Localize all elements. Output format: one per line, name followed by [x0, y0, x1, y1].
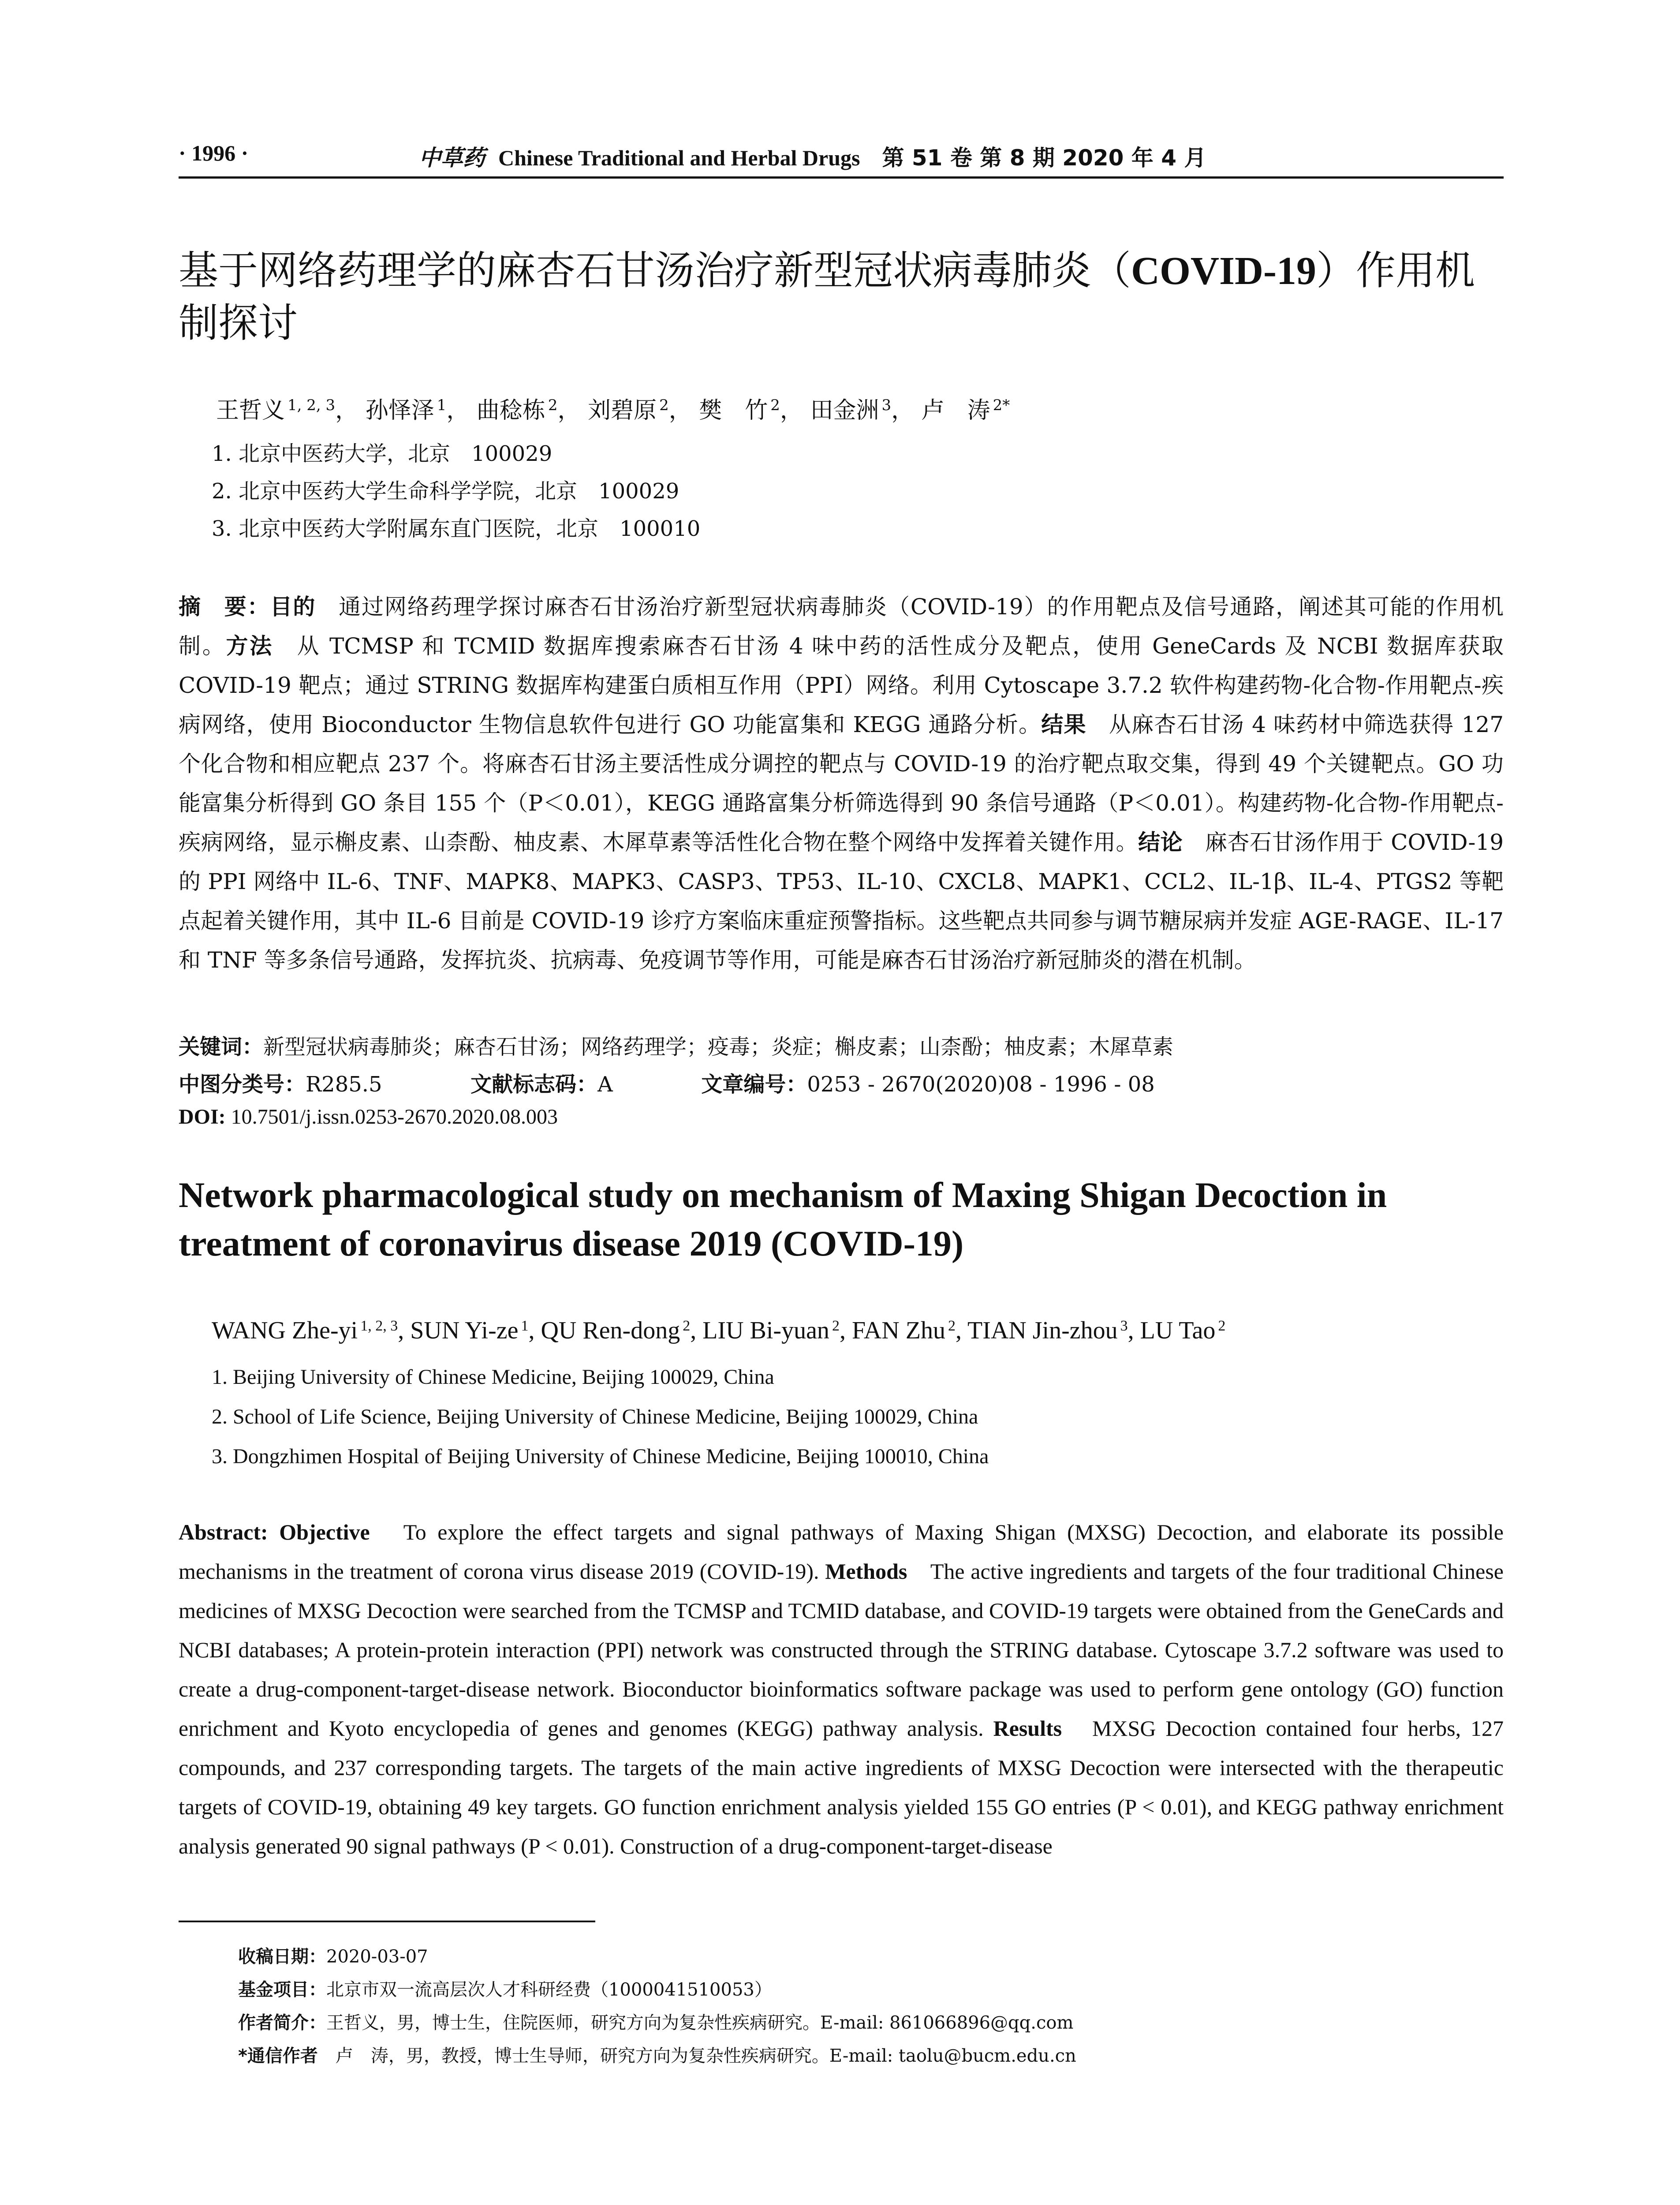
chinese-affiliation: 2. 北京中医药大学生命科学学院，北京 100029 — [212, 479, 679, 504]
footnote-author-bio: 作者简介：王哲义，男，博士生，住院医师，研究方向为复杂性疾病研究。E-mail: 861066896@qq.com — [238, 2013, 1074, 2033]
english-author-list: WANG Zhe-yi $^{1, 2, 3}$, SUN Yi-ze $^1$, QU Ren-dong $^2$, LIU Bi-yuan $^2$, FAN Zhu $^2$, TIAN Jin-zhou $^3$, LU Tao $^2$ — [212, 1317, 1226, 1344]
methods-text: 从 TCMSP 和 TCMID 数据库搜索麻杏石甘汤 4 味中药的活性成分及靶点，使用 GeneCards 及 NCBI 数据库获取 COVID-19 靶点；通过 STRING 数据库构建蛋白质相互作用（PPI）网络。利用 Cytoscape 3.7.2 软件构建药物-化合物-作用靶点-疾病网络，使用 Bioconductor 生物信息软件包进行 GO 功能富集和 KEGG 通路分析。 — [179, 633, 1504, 737]
methods-label: 方法 — [226, 633, 273, 659]
author: 孙怿泽 $^1$ — [365, 396, 447, 424]
objective-text: 通过网络药理学探讨麻杏石甘汤治疗新型冠状病毒肺炎（COVID-19）的作用靶点及信号通路，阐述其可能的作用机制。 — [179, 594, 1504, 659]
author: 曲稔栋 $^2$ — [476, 396, 558, 424]
doi-line: DOI: 10.7501/j.issn.0253-2670.2020.08.003 — [179, 1105, 558, 1129]
results-label: 结果 — [1041, 712, 1086, 737]
classification-line: 中图分类号：R285.5 文献标志码：A 文章编号：0253 - 2670(2020)08 - 1996 - 08 — [179, 1072, 1155, 1097]
results-label: Results — [993, 1716, 1062, 1741]
abstract-label: 摘 要： — [179, 594, 270, 620]
results-text: 从麻杏石甘汤 4 味药材中筛选获得 127 个化合物和相应靶点 237 个。将麻杏石甘汤主要活性成分调控的靶点与 COVID-19 的治疗靶点取交集，得到 49 个关键靶点。GO 功能富集分析得到 GO 条目 155 个（P＜0.01），KEGG 通路富集分析筛选得到 90 条信号通路（P＜0.01）。构建药物-化合物-作用靶点-疾病网络，显示槲皮素、山柰酚、柚皮素、木犀草素等活性化合物在整个网络中发挥着关键作用。 — [179, 712, 1504, 855]
conclusion-label: 结论 — [1138, 830, 1183, 855]
objective-label: 目的 — [270, 594, 316, 620]
page-number: · 1996 · — [179, 141, 249, 165]
author: FAN Zhu $^2$ — [851, 1317, 956, 1344]
objective-label: Objective — [279, 1520, 370, 1544]
author: 田金洲 $^3$ — [810, 396, 892, 424]
author: 刘碧原 $^2$ — [588, 396, 669, 424]
conclusion-text: 麻杏石甘汤作用于 COVID-19 的 PPI 网络中 IL-6、TNF、MAPK8、MAPK3、CASP3、TP53、IL-10、CXCL8、MAPK1、CCL2、IL-1β、IL-4、PTGS2 等靶点起着关键作用，其中 IL-6 目前是 COVID-19 诊疗方案临床重症预警指标。这些靶点共同参与调节糖尿病并发症 AGE-RAGE、IL-17 和 TNF 等多条信号通路，发挥抗炎、抗病毒、免疫调节等作用，可能是麻杏石甘汤治疗新冠肺炎的潜在机制。 — [179, 830, 1504, 973]
journal-masthead — [419, 140, 1206, 172]
author: LIU Bi-yuan $^2$ — [702, 1317, 840, 1344]
article-number: 0253 - 2670(2020)08 - 1996 - 08 — [807, 1072, 1155, 1097]
methods-text: The active ingredients and targets of the four traditional Chinese medicines of MXSG Decoction were searched from the TCMSP and TCMID database, and COVID-19 targets were obtained from the GeneCards and NCBI databases; A protein-protein interaction (PPI) network was constructed through the STRING database. Cytoscape 3.7.2 software was used to create a drug-component-target-disease network. Bioconductor bioinformatics software package was used to perform gene ontology (GO) function enrichment and Kyoto encyclopedia of genes and genomes (KEGG) pathway analysis. — [179, 1559, 1504, 1741]
chinese-title-part1: 基于网络药理学的麻杏石甘汤治疗新型冠状病毒肺炎（ — [179, 247, 1131, 294]
document-code: A — [597, 1072, 613, 1097]
english-affiliation: 1. Beijing University of Chinese Medicine, Beijing 100029, China — [212, 1365, 774, 1389]
chinese-title-part3: ）作用机制探讨 — [179, 247, 1475, 346]
keywords: 新型冠状病毒肺炎；麻杏石甘汤；网络药理学；疫毒；炎症；槲皮素；山柰酚；柚皮素；木犀草素 — [263, 1035, 1174, 1059]
journal-name-en: Chinese Traditional and Herbal Drugs — [498, 146, 860, 170]
english-abstract — [179, 1513, 1504, 1866]
objective-text: To explore the effect targets and signal pathways of Maxing Shigan (MXSG) Decoction, and elaborate its possible mechanisms in the treatment of corona virus disease 2019 (COVID-19). — [179, 1520, 1504, 1584]
english-affiliation: 2. School of Life Science, Beijing University of Chinese Medicine, Beijing 100029, China — [212, 1405, 978, 1428]
keywords-line: 关键词：新型冠状病毒肺炎；麻杏石甘汤；网络药理学；疫毒；炎症；槲皮素；山柰酚；柚皮素；木犀草素 — [179, 1035, 1174, 1059]
chinese-affiliation: 1. 北京中医药大学，北京 100029 — [212, 441, 553, 466]
footnote-received: 收稿日期：2020-03-07 — [238, 1947, 428, 1967]
doi[interactable]: 10.7501/j.issn.0253-2670.2020.08.003 — [225, 1105, 558, 1129]
chinese-title-part2: COVID-19 — [1131, 249, 1316, 293]
author: QU Ren-dong $^2$ — [541, 1317, 691, 1344]
footnote-corresponding-author: *通信作者 卢 涛，男，教授，博士生导师，研究方向为复杂性疾病研究。E-mail: taolu@bucm.edu.cn — [238, 2046, 1076, 2066]
results-text: MXSG Decoction contained four herbs, 127 compounds, and 237 corresponding targets. The targets of the main active ingredients of MXSG Decoction were intersected with the therapeutic targets of COVID-19, obtaining 49 key targets. GO function enrichment analysis yielded 155 GO entries (P < 0.01), and KEGG pathway enrichment analysis generated 90 signal pathways (P < 0.01). Construction of a drug-component-target-disease — [179, 1716, 1504, 1858]
chinese-title — [179, 245, 1506, 349]
author: TIAN Jin-zhou $^3$ — [967, 1317, 1128, 1344]
english-title: Network pharmacological study on mechanism of Maxing Shigan Decoction in treatment of coronavirus disease 2019 (COVID-19) — [179, 1175, 1387, 1263]
footnote-funding: 基金项目：北京市双一流高层次人才科研经费（1000041510053） — [238, 1980, 772, 2000]
author: 樊 竹 $^2$ — [699, 396, 780, 424]
header-divider — [179, 176, 1504, 179]
abstract-label: Abstract: — [179, 1520, 280, 1544]
chinese-abstract — [179, 587, 1504, 980]
author: LU Tao $^2$ — [1140, 1317, 1226, 1344]
chinese-affiliation: 3. 北京中医药大学附属东直门医院，北京 100010 — [212, 516, 701, 541]
author: SUN Yi-ze $^1$ — [410, 1317, 529, 1344]
chinese-author-list: 王哲义 $^{1, 2, 3}$， 孙怿泽 $^1$， 曲稔栋 $^2$， 刘碧原 $^2$， 樊 竹 $^2$， 田金洲 $^3$， 卢 涛 $^{2*}$ — [216, 396, 1010, 424]
english-affiliation: 3. Dongzhimen Hospital of Beijing University of Chinese Medicine, Beijing 100010, China — [212, 1445, 989, 1468]
author: WANG Zhe-yi $^{1, 2, 3}$ — [212, 1317, 398, 1344]
author: 王哲义 $^{1, 2, 3}$ — [216, 396, 336, 424]
methods-label: Methods — [825, 1559, 907, 1584]
footnote-divider — [179, 1921, 595, 1922]
journal-name-cn: 中草药 — [419, 145, 485, 171]
clc-number: R285.5 — [306, 1072, 382, 1097]
journal-issue: 第 51 卷 第 8 期 2020 年 4 月 — [882, 145, 1206, 171]
running-header — [179, 140, 1504, 172]
author: 卢 涛 $^{2*}$ — [921, 396, 1010, 424]
